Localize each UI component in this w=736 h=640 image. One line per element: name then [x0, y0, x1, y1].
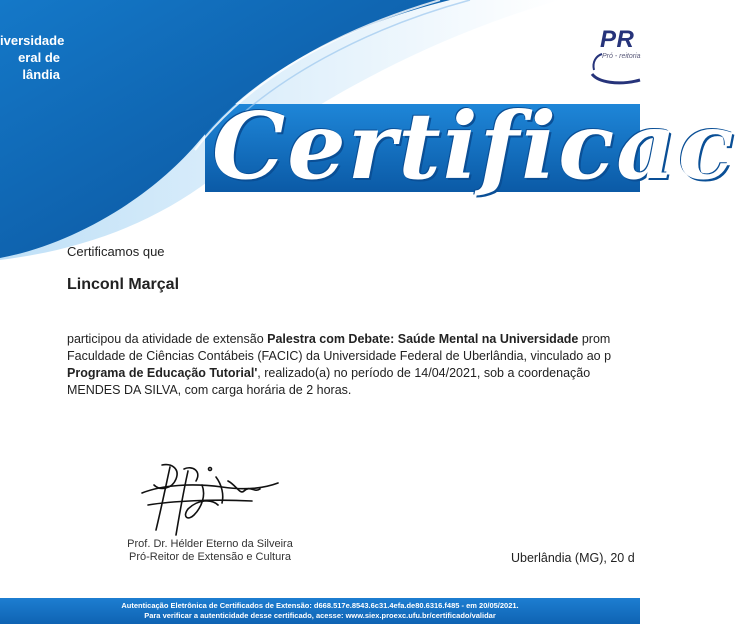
university-name-line: eral de — [18, 50, 60, 65]
activity-title: Palestra com Debate: Saúde Mental na Universidade — [267, 332, 579, 346]
intro-text: Certificamos que — [67, 244, 165, 259]
university-name-line: lândia — [22, 67, 60, 82]
signer-name: Prof. Dr. Hélder Eterno da Silveira — [127, 538, 293, 550]
signature-icon — [132, 455, 282, 540]
body-line: Faculdade de Ciências Contábeis (FACIC) da Universidade Federal de Uberlândia, vinculado ao p — [67, 349, 612, 363]
proex-logo — [588, 22, 640, 92]
body-line: MENDES DA SILVA, com carga horária de 2 horas. — [67, 383, 352, 397]
signer-role: Pró-Reitor de Extensão e Cultura — [128, 551, 292, 563]
place-date: Uberlândia (MG), 20 d — [511, 551, 635, 565]
body-text-segment: prom — [578, 332, 611, 346]
body-text-segment: , realizado(a) no período de 14/04/2021, sob a coordenação — [257, 366, 591, 380]
university-name-line: iversidade — [0, 33, 65, 48]
footer-margin — [0, 624, 640, 640]
recipient-name: Linconl Marçal — [67, 276, 180, 293]
body-line — [67, 331, 640, 348]
verification-info: Para verificar a autenticidade desse certificado, acesse: www.siex.proexc.ufu.br/certificado/validar — [144, 611, 496, 620]
certificate-body — [67, 331, 640, 399]
footer-bar — [0, 598, 640, 624]
program-name: Programa de Educação Tutorial' — [67, 366, 258, 380]
university-name — [0, 32, 65, 83]
logo-subtitle: Pró - reitoria — [602, 53, 641, 60]
authentication-code: Autenticação Eletrônica de Certificados de Extensão: d668.517e.8543.6c31.4efa.de80.6316.f485 - em 20/05/2021. — [121, 601, 519, 610]
body-text-segment: participou da atividade de extensão — [67, 332, 268, 346]
body-line — [67, 365, 640, 382]
logo-mark: PR — [600, 26, 635, 53]
certificate-title: Certificac — [212, 92, 736, 200]
